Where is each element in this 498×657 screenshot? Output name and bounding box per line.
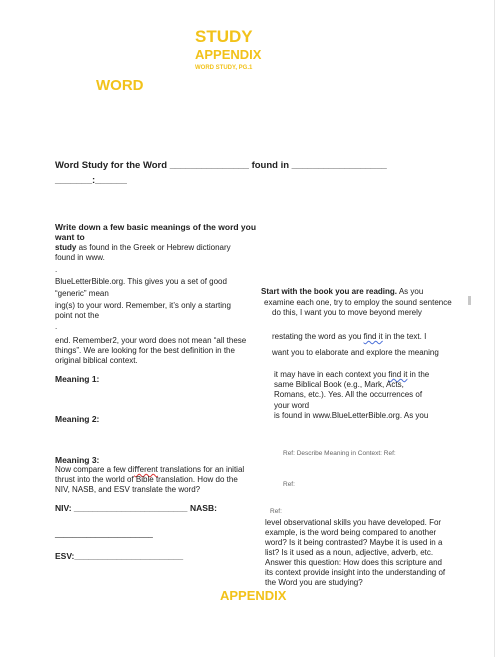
may-line-1 — [274, 370, 429, 380]
intro-line-3 — [55, 243, 231, 253]
end-line-1: end. Remember2, your word does not mean “all these — [55, 336, 247, 345]
intro-line-2: want to — [55, 232, 85, 242]
blank-line: ______________________ — [55, 529, 153, 538]
compare-line-2: thrust into the world of Bible translation. How do the — [55, 475, 238, 484]
meaning-2-label: Meaning 2: — [55, 414, 100, 424]
intro-line-1: Write down a few basic meanings of the word you — [55, 222, 257, 232]
header-appendix: APPENDIX — [195, 47, 262, 62]
intro-dot-2: . — [55, 322, 58, 331]
meaning-3-label: Meaning 3: — [55, 455, 100, 465]
level-line-2: example, is the word being compared to another — [265, 528, 437, 537]
level-line-4: list? Is it used as a noun, adjective, adverb, etc. — [265, 548, 434, 557]
may-a: it may have in each context you — [274, 370, 389, 379]
ref-describe: Ref: Describe Meaning in Context: Ref: — [283, 450, 396, 457]
header-word: WORD — [96, 77, 144, 94]
intro-rest: as found in the Greek or Hebrew dictionary — [76, 243, 231, 252]
blb-line-2: “generic” mean — [55, 289, 109, 298]
level-line-3: word? Is it being contrasted? Maybe it is used in a — [265, 538, 443, 547]
header-subtitle: WORD STUDY, PG.1 — [195, 65, 253, 71]
niv-label: NIV: ________________________ — [55, 503, 188, 513]
ref-2: Ref: — [283, 481, 295, 488]
restate-a: restating the word as you — [272, 332, 364, 341]
esv-label: ESV:_______________________ — [55, 551, 184, 561]
level-line-7: the Word you are studying? — [265, 578, 363, 587]
start-rest: As you — [397, 287, 424, 296]
ing-line-2: point not the — [55, 311, 100, 320]
level-line-1: level observational skills you have developed. For — [265, 518, 442, 527]
meaning-1-label: Meaning 1: — [55, 374, 100, 384]
nasb-label: NASB: — [190, 503, 217, 513]
ing-line-1: ing(s) to your word. Remember, it’s only a starting — [55, 301, 231, 310]
examine-line-2: do this, I want you to move beyond merely — [272, 308, 422, 317]
examine-line-1: examine each one, try to employ the sound sentence — [264, 298, 452, 307]
blb-line-1: BlueLetterBible.org. This gives you a set of good — [55, 277, 227, 286]
start-bold: Start with the book you are reading. — [261, 287, 398, 296]
title-line-1: Word Study for the Word _______________ found in __________________ — [55, 160, 387, 171]
may-line-5: is found in www.BlueLetterBible.org. As you — [274, 411, 429, 420]
compare-line-3: NIV, NASB, and ESV translate the word? — [55, 485, 201, 494]
intro-study-word: study — [55, 243, 77, 252]
may-b: ﬁnd it — [388, 370, 408, 379]
scroll-marker — [468, 296, 471, 305]
restate-b: ﬁnd it — [363, 332, 383, 341]
intro-dot-1: . — [55, 265, 58, 274]
compare-text-b: ﬀerent — [134, 465, 158, 474]
may-line-3: Romans, etc.). Yes. All the occurrences of — [274, 390, 423, 399]
may-line-2: same Biblical Book (e.g., Mark, Acts, — [274, 380, 404, 389]
end-line-3: original biblical context. — [55, 356, 138, 365]
page-edge — [494, 0, 495, 657]
restate-line-1 — [272, 332, 426, 342]
compare-text-a: Now compare a few di — [55, 465, 135, 474]
restate-c: in the text. I — [382, 332, 427, 341]
start-line — [261, 287, 423, 297]
level-line-5: Answer this question: How does this scripture and — [265, 558, 442, 567]
header-study: STUDY — [195, 27, 253, 46]
may-line-4: your word — [274, 401, 310, 410]
end-line-2: things”. We are looking for the best deﬁnition in the — [55, 346, 235, 355]
level-line-6: its context provide insight into the understanding of — [265, 568, 446, 577]
may-c: in the — [407, 370, 430, 379]
compare-line-1 — [55, 465, 244, 475]
compare-text-c: translations for an initial — [157, 465, 245, 474]
restate-line-2: want you to elaborate and explore the meaning — [272, 348, 439, 357]
intro-line-4: found in www. — [55, 253, 105, 262]
footer-appendix: APPENDIX — [220, 588, 287, 603]
title-line-2: _______:______ — [55, 175, 127, 186]
ref-3: Ref: — [270, 508, 282, 515]
